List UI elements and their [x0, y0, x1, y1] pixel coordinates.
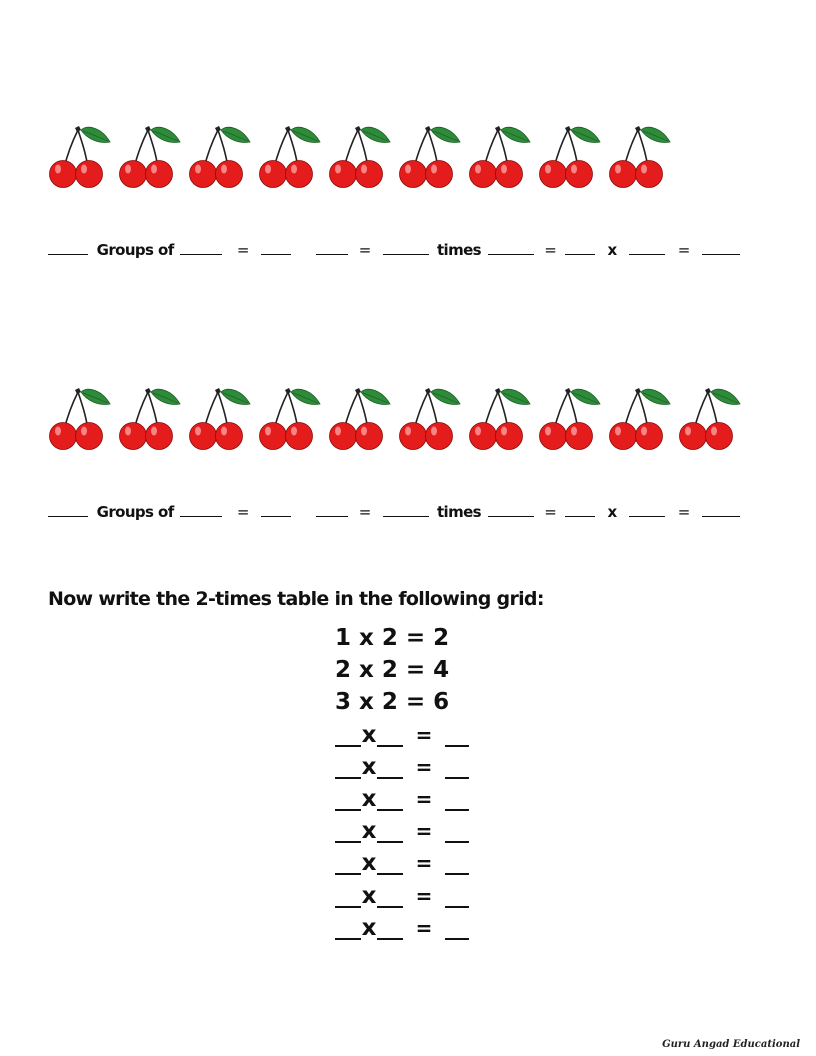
blank-multiplier[interactable] — [377, 916, 403, 940]
equals-sign: = — [236, 503, 249, 521]
times-table-row-blank — [335, 912, 535, 944]
cherry-row-2 — [48, 386, 748, 452]
blank-factor-a[interactable] — [565, 502, 595, 517]
times-table-row-blank — [335, 719, 535, 751]
equals-sign: = — [415, 819, 433, 844]
cherry-pair-icon — [538, 124, 608, 190]
cherry-pair-icon — [328, 386, 398, 452]
cherry-row-1 — [48, 124, 678, 190]
blank-factor[interactable] — [335, 755, 361, 779]
multiply-sign: x — [361, 753, 377, 780]
cherry-pair-icon — [398, 386, 468, 452]
cherry-pair-icon — [678, 386, 748, 452]
multiply-sign: x — [607, 241, 617, 259]
equals-sign: = — [544, 503, 557, 521]
blank-groups-count[interactable] — [48, 502, 88, 517]
equals-sign: = — [677, 241, 690, 259]
blank-product[interactable] — [445, 851, 469, 875]
multiply-sign: x — [361, 721, 377, 748]
times-label: times — [436, 503, 481, 521]
cherry-pair-icon — [398, 124, 468, 190]
blank-group-size[interactable] — [180, 240, 222, 255]
multiply-sign: x — [361, 785, 377, 812]
cherry-pair-icon — [608, 386, 678, 452]
times-table-row-blank — [335, 847, 535, 879]
blank-multiplier[interactable] — [377, 819, 403, 843]
cherry-pair-icon — [188, 124, 258, 190]
blank-factor[interactable] — [335, 884, 361, 908]
cherry-pair-icon — [468, 124, 538, 190]
equals-sign: = — [236, 241, 249, 259]
groups-of-label: Groups of — [96, 503, 174, 521]
blank-group-size[interactable] — [180, 502, 222, 517]
blank-factor-b[interactable] — [629, 240, 665, 255]
cherry-pair-icon — [608, 124, 678, 190]
equals-sign: = — [415, 786, 433, 811]
multiply-sign: x — [607, 503, 617, 521]
equals-sign: = — [415, 915, 433, 940]
cherry-pair-icon — [468, 386, 538, 452]
blank-product[interactable] — [445, 723, 469, 747]
blank-product[interactable] — [445, 916, 469, 940]
instruction-heading: Now write the 2-times table in the following grid: — [48, 588, 544, 610]
equals-sign: = — [544, 241, 557, 259]
blank-product[interactable] — [445, 819, 469, 843]
blank-multiplier[interactable] — [377, 851, 403, 875]
blank-multiplier[interactable] — [383, 502, 429, 517]
multiply-sign: x — [361, 914, 377, 941]
times-table-row-blank — [335, 751, 535, 783]
blank-product[interactable] — [445, 884, 469, 908]
times-label: times — [436, 241, 481, 259]
blank-multiplier[interactable] — [377, 723, 403, 747]
equals-sign: = — [415, 722, 433, 747]
cherry-pair-icon — [328, 124, 398, 190]
cherry-pair-icon — [48, 386, 118, 452]
equals-sign: = — [677, 503, 690, 521]
cherry-pair-icon — [258, 386, 328, 452]
multiply-sign: x — [361, 882, 377, 909]
blank-multiplier[interactable] — [377, 755, 403, 779]
equals-sign: = — [415, 883, 433, 908]
blank-total[interactable] — [261, 502, 291, 517]
blank-times-value[interactable] — [488, 502, 534, 517]
groups-of-label: Groups of — [96, 241, 174, 259]
multiply-sign: x — [361, 818, 377, 845]
times-table-row-blank — [335, 880, 535, 912]
blank-product[interactable] — [702, 240, 740, 255]
equals-sign: = — [358, 503, 371, 521]
equals-sign: = — [415, 851, 433, 876]
blank-factor[interactable] — [335, 819, 361, 843]
cherry-pair-icon — [118, 124, 188, 190]
blank-product[interactable] — [702, 502, 740, 517]
blank-factor-a[interactable] — [565, 240, 595, 255]
multiply-sign: x — [361, 850, 377, 877]
blank-multiplier[interactable] — [377, 787, 403, 811]
times-table-row-filled: 3 x 2 = 6 — [335, 689, 450, 716]
footer-credit: Guru Angad Educational — [662, 1039, 800, 1050]
cherry-pair-icon — [538, 386, 608, 452]
cherry-pair-icon — [258, 124, 328, 190]
cherry-pair-icon — [118, 386, 188, 452]
equation-line-1 — [48, 240, 688, 260]
cherry-pair-icon — [48, 124, 118, 190]
equation-line-2 — [48, 502, 688, 522]
blank-product[interactable] — [445, 787, 469, 811]
times-table-row-blank — [335, 783, 535, 815]
times-table-grid — [335, 622, 535, 944]
equals-sign: = — [358, 241, 371, 259]
blank-total[interactable] — [261, 240, 291, 255]
blank-multiplier[interactable] — [383, 240, 429, 255]
blank-factor[interactable] — [335, 723, 361, 747]
blank-total-2[interactable] — [316, 502, 348, 517]
blank-groups-count[interactable] — [48, 240, 88, 255]
blank-factor[interactable] — [335, 787, 361, 811]
equals-sign: = — [415, 754, 433, 779]
times-table-row-filled: 1 x 2 = 2 — [335, 625, 450, 651]
times-table-row-filled: 2 x 2 = 4 — [335, 657, 450, 684]
blank-multiplier[interactable] — [377, 884, 403, 908]
blank-total-2[interactable] — [316, 240, 348, 255]
blank-product[interactable] — [445, 755, 469, 779]
blank-factor[interactable] — [335, 851, 361, 875]
times-table-row-blank — [335, 815, 535, 847]
blank-factor-b[interactable] — [629, 502, 665, 517]
blank-factor[interactable] — [335, 916, 361, 940]
cherry-pair-icon — [188, 386, 258, 452]
blank-times-value[interactable] — [488, 240, 534, 255]
